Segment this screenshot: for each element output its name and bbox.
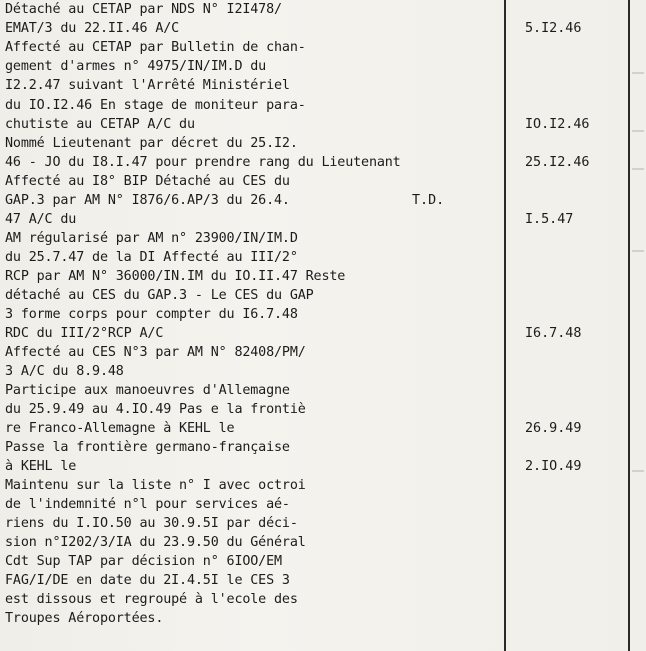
entry-line: riens du I.IO.50 au 30.9.5I par déci- bbox=[5, 516, 298, 531]
entry-line: EMAT/3 du 22.II.46 A/C bbox=[5, 21, 180, 36]
entry-line: du 25.9.49 au 4.IO.49 Pas e la frontiè bbox=[5, 402, 306, 417]
entry-line: Affecté au I8° BIP Détaché au CES du bbox=[5, 174, 290, 189]
entry-line: détaché au CES du GAP.3 - Le CES du GAP bbox=[5, 288, 314, 303]
entry-line: RCP par AM N° 36000/IN.IM du IO.II.47 Reste bbox=[5, 269, 346, 284]
date-cell: 5.I2.46 bbox=[525, 21, 582, 36]
entry-line: gement d'armes n° 4975/IN/IM.D du bbox=[5, 59, 267, 74]
entry-line: 3 forme corps pour compter du I6.7.48 bbox=[5, 307, 298, 322]
entry-line: chutiste au CETAP A/C du bbox=[5, 117, 195, 132]
entry-line: Participe aux manoeuvres d'Allemagne bbox=[5, 383, 290, 398]
bleed-mark bbox=[632, 168, 644, 170]
column-rule-left bbox=[504, 0, 506, 651]
entry-line: Cdt Sup TAP par décision n° 6IOO/EM bbox=[5, 554, 282, 569]
entry-line: à KEHL le bbox=[5, 459, 77, 474]
bleed-mark bbox=[632, 130, 644, 132]
entry-line: Détaché au CETAP par NDS N° I2I478/ bbox=[5, 2, 282, 17]
entry-line: AM régularisé par AM n° 23900/IN/IM.D bbox=[5, 231, 298, 246]
date-cell: 26.9.49 bbox=[525, 421, 582, 436]
bleed-mark bbox=[632, 72, 644, 74]
entry-line: Affecté au CES N°3 par AM N° 82408/PM/ bbox=[5, 345, 306, 360]
entry-line: GAP.3 par AM N° I876/6.AP/3 du 26.4. bbox=[5, 193, 290, 208]
entry-line: Affecté au CETAP par Bulletin de chan- bbox=[5, 40, 306, 55]
entry-line: Maintenu sur la liste n° I avec octroi bbox=[5, 478, 306, 493]
date-cell: IO.I2.46 bbox=[525, 117, 590, 132]
entry-line: du IO.I2.46 En stage de moniteur para- bbox=[5, 98, 306, 113]
entry-line: Nommé Lieutenant par décret du 25.I2. bbox=[5, 136, 298, 151]
entry-line: Passe la frontière germano-française bbox=[5, 440, 290, 455]
entry-line: 47 A/C du bbox=[5, 212, 77, 227]
entry-line: FAG/I/DE en date du 2I.4.5I le CES 3 bbox=[5, 573, 290, 588]
entry-line: 3 A/C du 8.9.48 bbox=[5, 364, 124, 379]
date-cell: I.5.47 bbox=[525, 212, 574, 227]
date-cell: 2.IO.49 bbox=[525, 459, 582, 474]
entry-line: sion n°I202/3/IA du 23.9.50 du Général bbox=[5, 535, 306, 550]
entry-line: 46 - JO du I8.I.47 pour prendre rang du Lieutenant bbox=[5, 155, 401, 170]
entry-line: Troupes Aéroportées. bbox=[5, 611, 164, 626]
entry-line: du 25.7.47 de la DI Affecté au III/2° bbox=[5, 250, 298, 265]
entry-line: de l'indemnité n°l pour services aé- bbox=[5, 497, 290, 512]
entry-line: I2.2.47 suivant l'Arrêté Ministériel bbox=[5, 78, 290, 93]
entry-line: RDC du III/2°RCP A/C bbox=[5, 326, 164, 341]
date-cell: 25.I2.46 bbox=[525, 155, 590, 170]
date-cell: I6.7.48 bbox=[525, 326, 582, 341]
entry-line: re Franco-Allemagne à KEHL le bbox=[5, 421, 235, 436]
bleed-mark bbox=[632, 470, 644, 472]
td-annotation: T.D. bbox=[412, 193, 445, 208]
bleed-mark bbox=[632, 250, 644, 252]
entry-line: est dissous et regroupé à l'ecole des bbox=[5, 592, 298, 607]
column-rule-right bbox=[628, 0, 630, 651]
